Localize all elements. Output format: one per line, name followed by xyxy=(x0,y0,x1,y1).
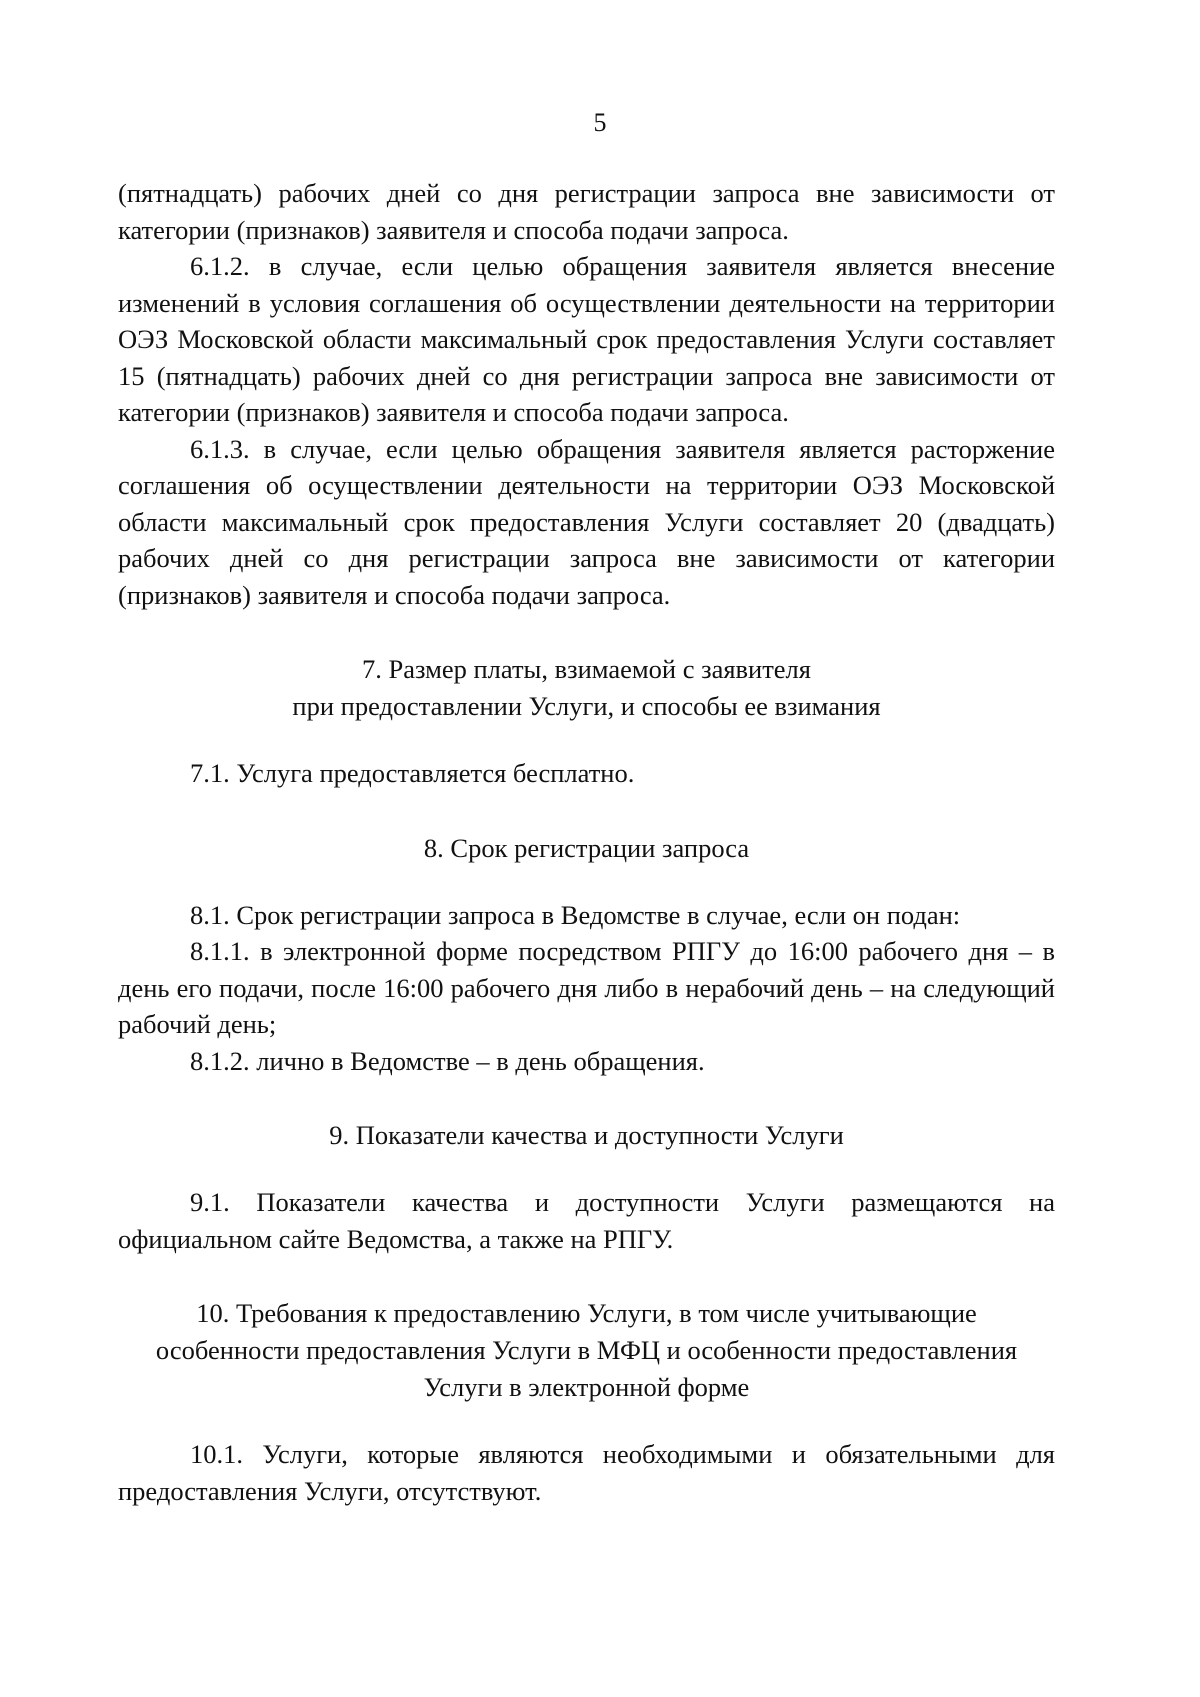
section-9-heading xyxy=(118,1117,1055,1154)
section-8-heading xyxy=(118,830,1055,867)
section-7-heading-line1: 7. Размер платы, взимаемой с заявителя xyxy=(362,654,811,684)
paragraph-6-1-2: 6.1.2. в случае, если целью обращения заявителя является внесение изменений в условия соглашения об осуществлении деятельности на территории ОЭЗ Московской области максимальный срок предоставления Услуги составляет 15 (пятнадцать) рабочих дней со дня регистрации запроса вне зависимости от категории (признаков) заявителя и способа подачи запроса. xyxy=(118,251,1055,427)
paragraph-6-1-3: 6.1.3. в случае, если целью обращения заявителя является расторжение соглашения об осуществлении деятельности на территории ОЭЗ Московской области максимальный срок предоставления Услуги составляет 20 (двадцать) рабочих дней со дня регистрации запроса вне зависимости от категории (признаков) заявителя и способа подачи запроса. xyxy=(118,433,1055,610)
section-10-heading-line3: Услуги в электронной форме xyxy=(423,1372,750,1402)
paragraph-7-1: 7.1. Услуга предоставляется бесплатно. xyxy=(190,758,635,788)
page-number: 5 xyxy=(593,108,607,137)
section-10-heading xyxy=(118,1295,1055,1406)
paragraph-8-1-1: 8.1.1. в электронной форме посредством РПГУ до 16:00 рабочего дня – в день его подачи, после 16:00 рабочего дня либо в нерабочий день – на следующий рабочий день; xyxy=(118,936,1055,1039)
section-9-heading-line: 9. Показатели качества и доступности Услуги xyxy=(329,1120,844,1150)
paragraph-9-1: 9.1. Показатели качества и доступности Услуги размещаются на официальном сайте Ведомства, а также на РПГУ. xyxy=(118,1187,1055,1254)
paragraph-8-1-2: 8.1.2. лично в Ведомстве – в день обращения. xyxy=(190,1045,705,1076)
document-body xyxy=(118,175,1055,1509)
section-7-heading-line2: при предоставлении Услуги, и способы ее взимания xyxy=(292,691,881,721)
section-10-heading-line1: 10. Требования к предоставлению Услуги, в том числе учитывающие xyxy=(196,1298,977,1328)
paragraph-10-1: 10.1. Услуги, которые являются необходимыми и обязательными для предоставления Услуги, отсутствуют. xyxy=(118,1439,1055,1506)
section-8-heading-line: 8. Срок регистрации запроса xyxy=(423,832,750,863)
paragraph-8-1: 8.1. Срок регистрации запроса в Ведомстве в случае, если он подан: xyxy=(190,899,961,930)
section-10-heading-line2: особенности предоставления Услуги в МФЦ и особенности предоставления xyxy=(155,1335,1018,1365)
section-7-heading xyxy=(118,651,1055,725)
paragraph-6-1-1-continued: (пятнадцать) рабочих дней со дня регистрации запроса вне зависимости от категории (признаков) заявителя и способа подачи запроса. xyxy=(118,178,1055,245)
